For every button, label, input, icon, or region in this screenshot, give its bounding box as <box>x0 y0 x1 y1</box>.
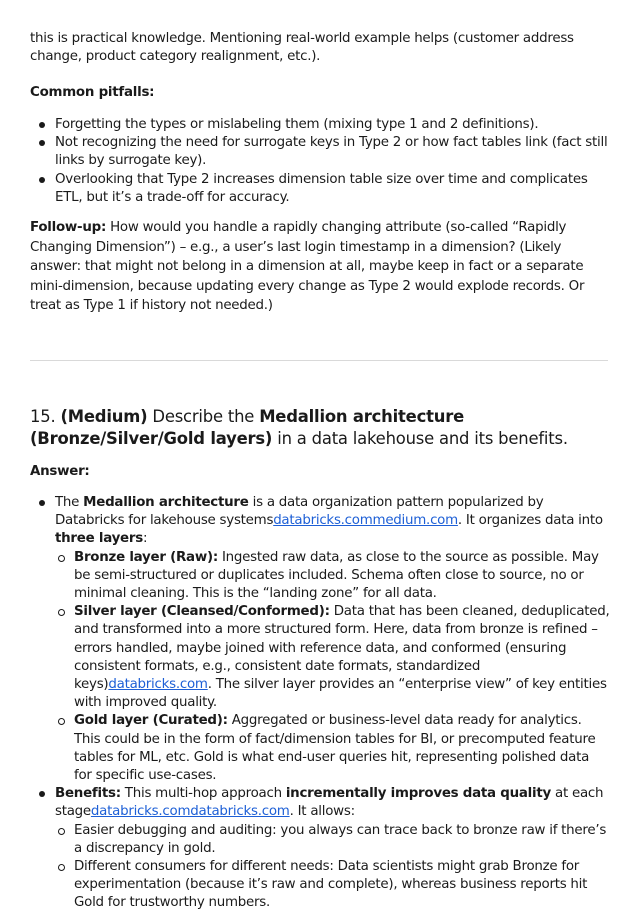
followup-paragraph <box>30 218 610 316</box>
answer-list <box>30 494 610 913</box>
source-link[interactable]: databricks.comdatabricks.com <box>90 804 290 820</box>
intro-paragraph: this is practical knowledge. Mentioning real-world example helps (customer address change, product category realignment, etc.). <box>30 31 574 65</box>
list-item: Easier debugging and auditing: you always can trace back to bronze raw if there’s a discrepancy in gold. <box>55 822 610 858</box>
benefits-list <box>55 822 610 913</box>
question-heading: 15. (Medium) Describe the Medallion architecture (Bronze/Silver/Gold layers) in a data lakehouse and its benefits. <box>30 407 568 448</box>
followup-text: How would you handle a rapidly changing attribute (so-called “Rapidly Changing Dimension”) – e.g., a user’s last login timestamp in a dimension? (Likely answer: that might not belong in a dimension at all, maybe keep in fact or a separate mini-dimension, because updating every change as Type 2 would explode records. Or treat as Type 1 if history not needed.) <box>30 220 585 314</box>
pitfalls-list <box>30 116 610 207</box>
followup-label: Follow-up: <box>30 220 107 235</box>
question-topic: Medallion architecture (Bronze/Silver/Gold layers) <box>30 407 465 448</box>
pitfalls-heading: Common pitfalls: <box>30 85 155 100</box>
source-link[interactable]: databricks.commedium.com <box>273 513 458 529</box>
list-item-medallion: The Medallion architecture is a data organization pattern popularized by Databricks for lakehouse systemsdatabricks.commedium.com. It organizes data into three layers: Bronze layer (Raw): Ingested raw data, as close to the source as possible. May be semi-structured or duplicates included. Schema often close to source, no or minimal cleaning. This is the “landing zone” for all data. Silver layer (Cleansed/Conformed): Data that has been cleaned, deduplicated, and transformed into a more structured form. Here, data from bronze is refined – errors handled, maybe joined with reference data, and conformed (ensuring consistent formats, e.g., consistent date formats, standardized keys)databricks.com. The silver layer provides an “enterprise view” of key entities with improved quality. Gold layer (Curated): Aggregated or business-level data ready for analytics. This could be in the form of fact/dimension tables for BI, or precomputed feature tables for ML, etc. Gold is what end-user queries hit, representing polished data for specific use-cases. <box>30 494 610 785</box>
layers-list <box>55 549 610 786</box>
question-number: 15. <box>30 407 56 426</box>
list-item: Forgetting the types or mislabeling them (mixing type 1 and 2 definitions). <box>30 116 610 134</box>
list-item-bronze: Bronze layer (Raw): Ingested raw data, as close to the source as possible. May be semi-structured or duplicates included. Schema often close to source, no or minimal cleaning. This is the “landing zone” for all data. <box>55 549 610 604</box>
answer-label: Answer: <box>30 464 90 479</box>
list-item-gold: Gold layer (Curated): Aggregated or business-level data ready for analytics. This could be in the form of fact/dimension tables for BI, or precomputed feature tables for ML, etc. Gold is what end-user queries hit, representing polished data for specific use-cases. <box>55 712 610 785</box>
list-item-silver: Silver layer (Cleansed/Conformed): Data that has been cleaned, deduplicated, and transformed into a more structured form. Here, data from bronze is refined – errors handled, maybe joined with reference data, and conformed (ensuring consistent formats, e.g., consistent date formats, standardized keys)databricks.com. The silver layer provides an “enterprise view” of key entities with improved quality. <box>55 603 610 712</box>
list-item: Not recognizing the need for surrogate keys in Type 2 or how fact tables link (fact still links by surrogate key). <box>30 134 610 170</box>
section-divider <box>30 360 608 361</box>
list-item: Different consumers for different needs: Data scientists might grab Bronze for experimentation (because it’s raw and complete), whereas business reports hit Gold for trustworthy numbers. <box>55 858 610 913</box>
question-difficulty: (Medium) <box>60 407 148 426</box>
list-item: Overlooking that Type 2 increases dimension table size over time and complicates ETL, but it’s a trade-off for accuracy. <box>30 171 610 207</box>
list-item-benefits: Benefits: This multi-hop approach incrementally improves data quality at each stagedatabricks.comdatabricks.com. It allows: Easier debugging and auditing: you always can trace back to bronze raw if there’s a discrepancy in gold. Different consumers for different needs: Data scientists might grab Bronze for experimentation (because it’s raw and complete), whereas business reports hit Gold for trustworthy numbers. <box>30 785 610 912</box>
source-link[interactable]: databricks.com <box>108 677 208 693</box>
